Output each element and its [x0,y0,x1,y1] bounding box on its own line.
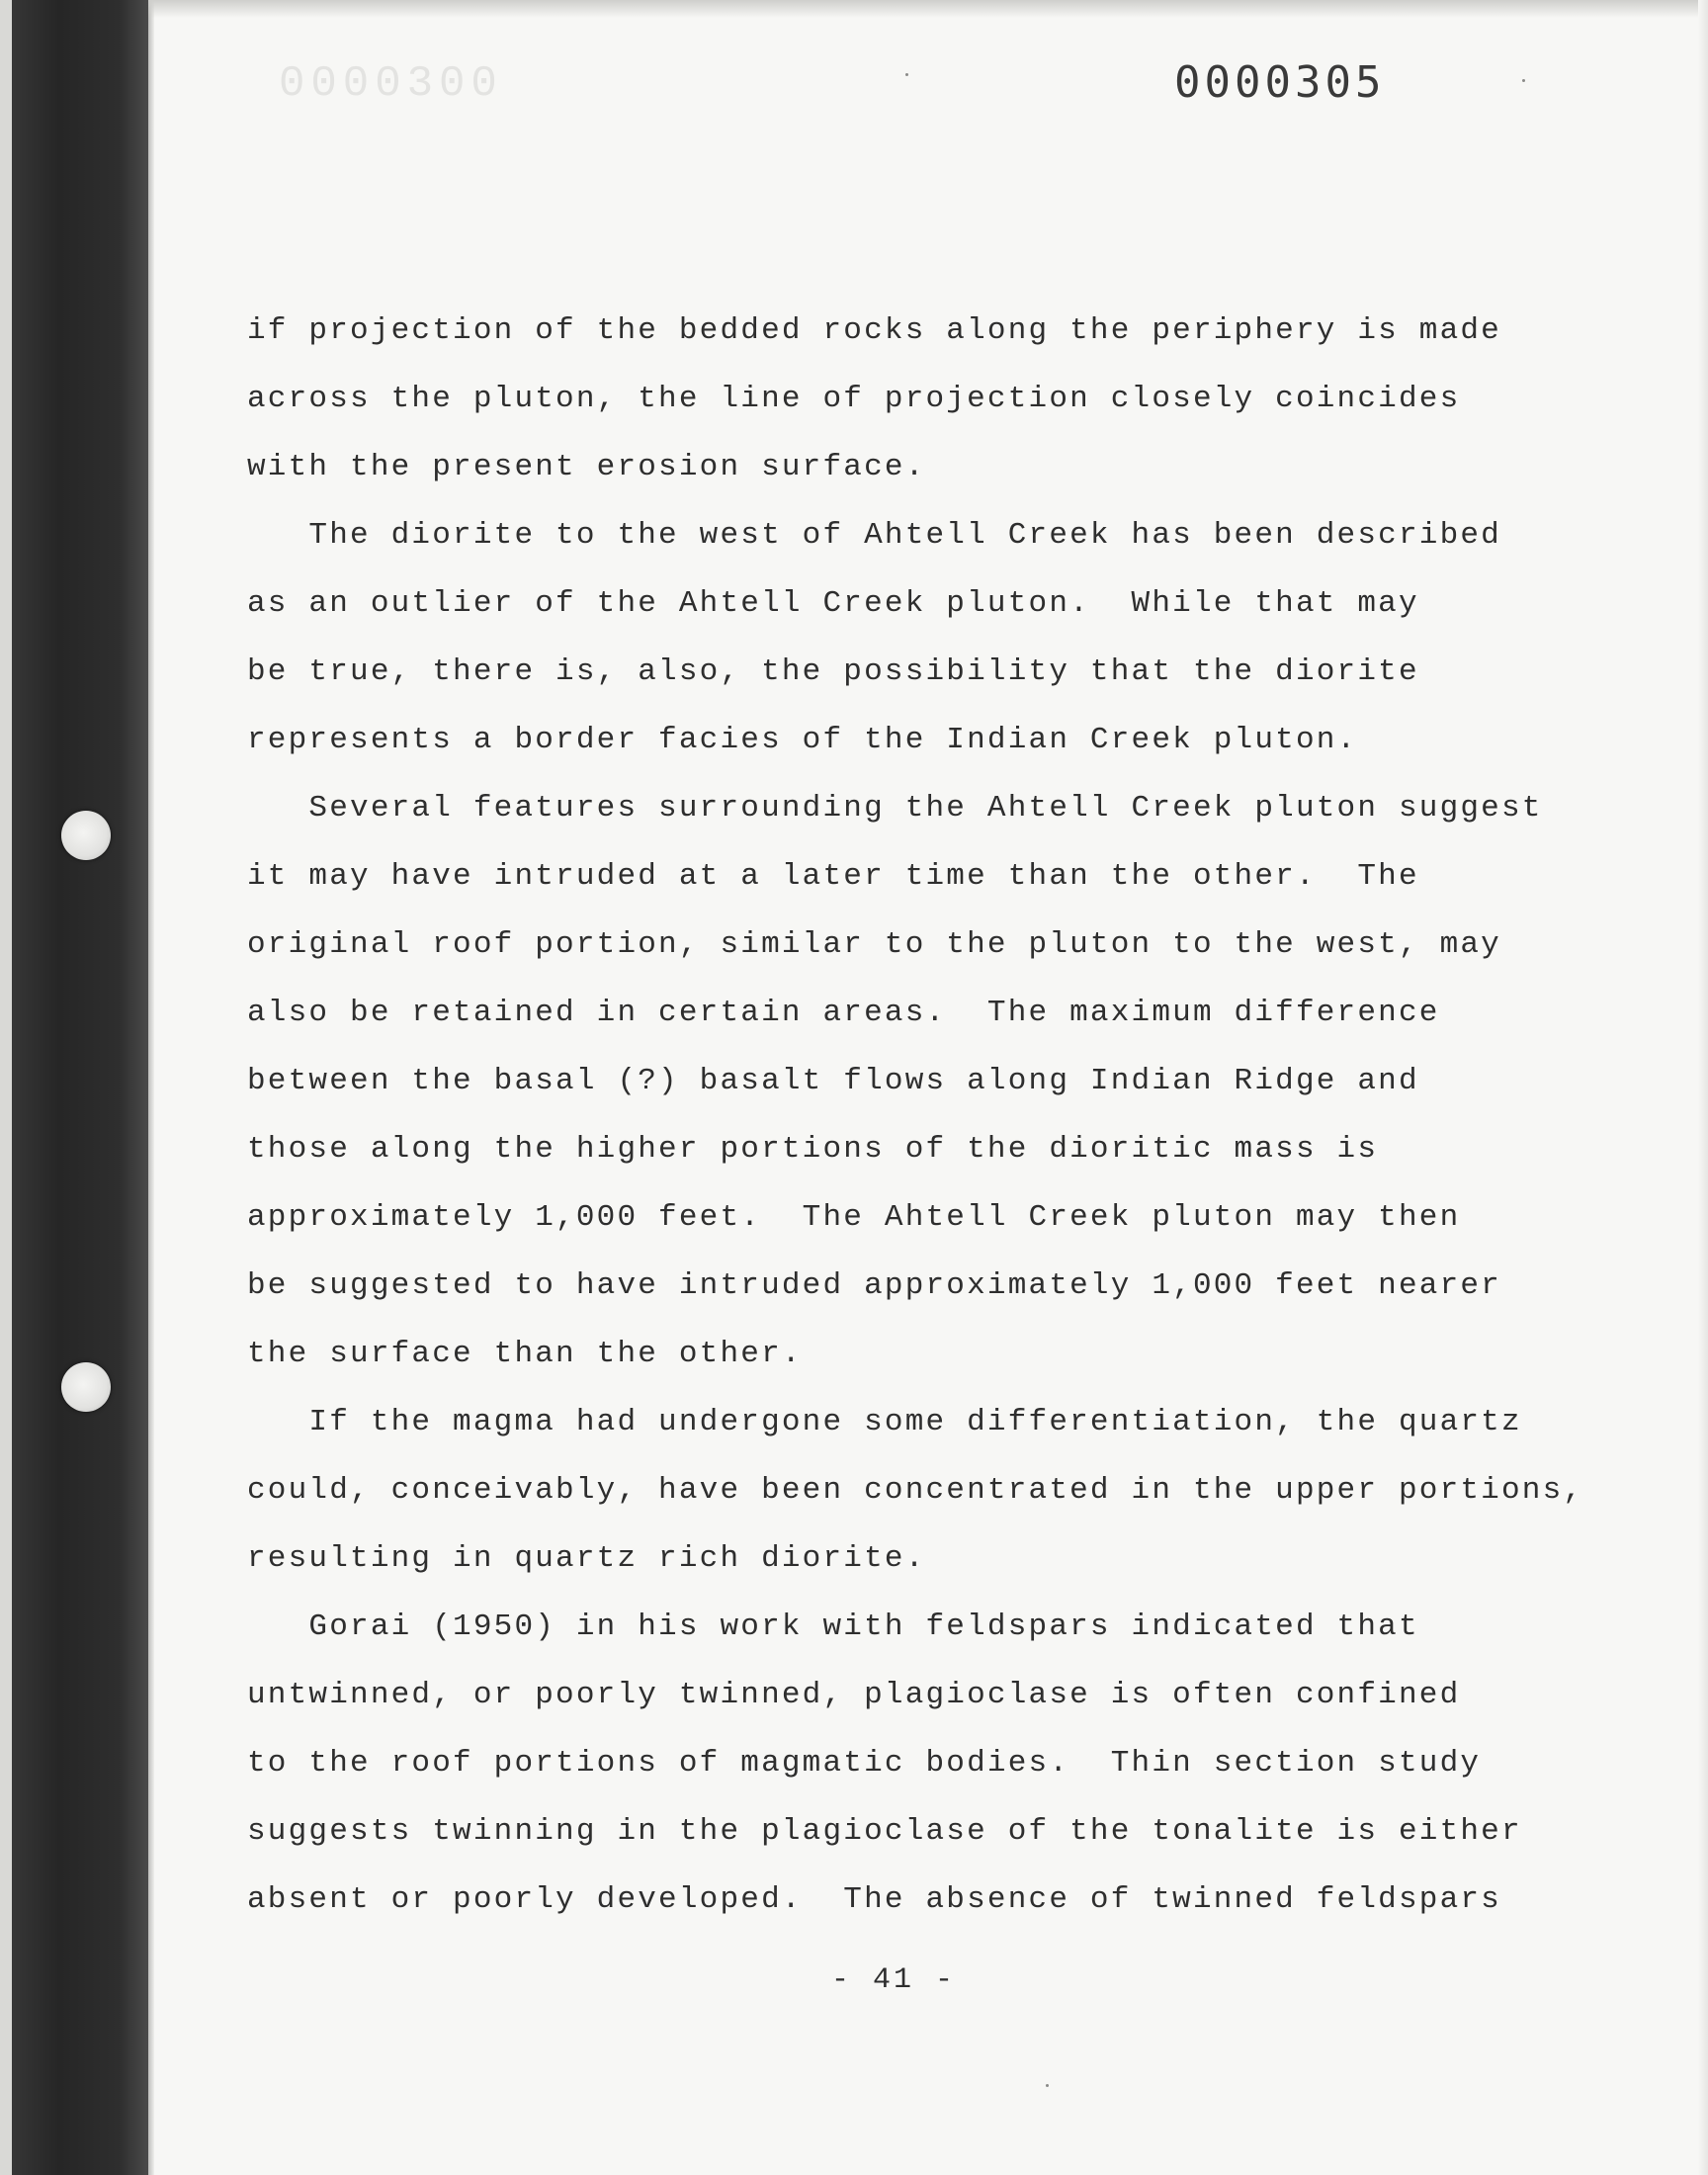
scan-speck [905,73,908,76]
text-line: The diorite to the west of Ahtell Creek has been described [247,518,1501,553]
paper-edge [148,0,154,2175]
text-line: approximately 1,000 feet. The Ahtell Creek pluton may then [247,1200,1461,1235]
text-line: if projection of the bedded rocks along the periphery is made [247,313,1501,348]
text-line: suggests twinning in the plagioclase of the tonalite is either [247,1814,1522,1849]
bleed-through-stamp: 0000300 [279,59,503,109]
text-line: original roof portion, similar to the pluton to the west, may [247,927,1501,962]
text-line: If the magma had undergone some differentiation, the quartz [247,1405,1522,1439]
text-line: Several features surrounding the Ahtell Creek pluton suggest [247,791,1543,826]
binder-strip [0,0,148,2175]
text-line: to the roof portions of magmatic bodies. Thin section study [247,1746,1482,1781]
document-number-stamp: 0000305 [1174,57,1386,108]
text-line: resulting in quartz rich diorite. [247,1541,926,1576]
scan-speck [1046,2084,1049,2087]
text-line: those along the higher portions of the dioritic mass is [247,1132,1379,1167]
text-line: across the pluton, the line of projection closely coincides [247,382,1461,416]
punch-hole [61,811,111,860]
text-line: represents a border facies of the Indian Creek pluton. [247,723,1358,757]
text-line: it may have intruded at a later time than the other. The [247,859,1419,894]
text-line: be true, there is, also, the possibility that the diorite [247,654,1419,689]
text-line: as an outlier of the Ahtell Creek pluton. While that may [247,586,1419,621]
text-line: be suggested to have intruded approximately 1,000 feet nearer [247,1268,1501,1303]
right-edge-shadow [1698,0,1708,2175]
page-number: - 41 - [830,1963,957,1997]
text-line: between the basal (?) basalt flows along Indian Ridge and [247,1064,1419,1098]
text-line: could, conceivably, have been concentrated in the upper portions, [247,1473,1584,1508]
text-line: absent or poorly developed. The absence of twinned feldspars [247,1882,1501,1917]
text-line: with the present erosion surface. [247,450,926,484]
text-line: untwinned, or poorly twinned, plagioclase is often confined [247,1678,1461,1712]
text-line: Gorai (1950) in his work with feldspars indicated that [247,1610,1419,1644]
text-line: the surface than the other. [247,1337,803,1371]
body-text [247,297,1584,1934]
text-line: also be retained in certain areas. The maximum difference [247,996,1440,1030]
scan-speck [1522,79,1525,82]
punch-hole [61,1362,111,1412]
top-shadow [148,0,1708,18]
